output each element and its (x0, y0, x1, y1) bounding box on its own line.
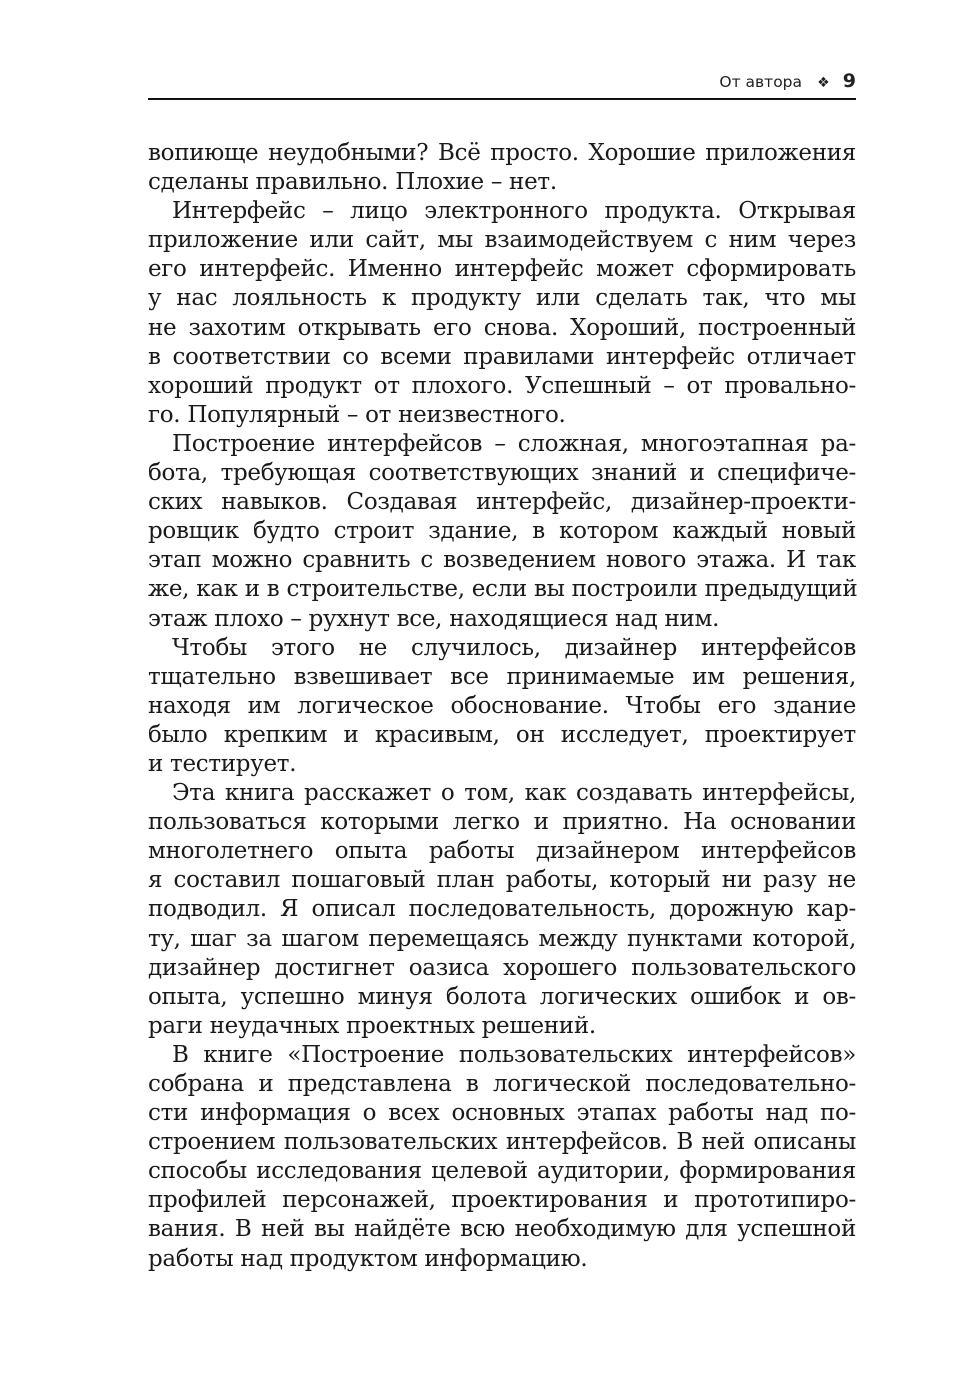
text-line: не захотим открывать его снова. Хороший, построенный (148, 314, 856, 341)
text-line: профилей персонажей, проектирования и прототипиро- (148, 1187, 856, 1214)
text-line: хороший продукт от плохого. Успешный – от провально- (148, 372, 856, 399)
text-line: Интерфейс – лицо электронного продукта. Открывая (172, 198, 856, 225)
text-line: Эта книга расскажет о том, как создавать интерфейсы, (172, 780, 856, 807)
text-line: тщательно взвешивает все принимаемые им решения, (148, 663, 856, 690)
text-line: сделаны правильно. Плохие – нет. (148, 169, 557, 196)
header-rule (148, 98, 856, 100)
paragraph (148, 779, 856, 1041)
text-line: этаж плохо – рухнут все, находящиеся над ним. (148, 605, 720, 632)
text-line: вания. В ней вы найдёте всю необходимую для успешной (148, 1216, 856, 1243)
text-line: собрана и представлена в логической последовательно- (148, 1071, 856, 1097)
text-line: у нас лояльность к продукту или сделать так, что мы (148, 285, 856, 312)
text-line: сти информация о всех основных этапах работы над по- (148, 1100, 856, 1127)
text-line: ровщик будто строит здание, в котором каждый новый (148, 518, 856, 545)
paragraph (148, 1041, 856, 1274)
text-line: в соответствии со всеми правилами интерфейс отличает (148, 343, 856, 370)
text-line: способы исследования целевой аудитории, формирования (148, 1158, 856, 1185)
text-line: вопиюще неудобными? Всё просто. Хорошие приложения (148, 140, 856, 166)
paragraph (148, 430, 856, 634)
text-line: Построение интерфейсов – сложная, многоэтапная ра- (172, 430, 856, 457)
text-line: го. Популярный – от неизвестного. (148, 401, 566, 428)
running-header (148, 70, 856, 98)
text-line: бота, требующая соответствующих знаний и специфиче- (148, 460, 856, 487)
text-line: было крепким и красивым, он исследует, проектирует (148, 721, 856, 748)
text-line: же, как и в строительстве, если вы построили предыдущий (148, 576, 858, 603)
text-line: его интерфейс. Именно интерфейс может сформировать (148, 256, 856, 283)
text-line: дизайнер достигнет оазиса хорошего пользовательского (148, 954, 856, 981)
paragraph (148, 139, 856, 197)
text-line: ту, шаг за шагом перемещаясь между пунктами которой, (148, 925, 856, 952)
text-line: приложение или сайт, мы взаимодействуем с ним через (148, 227, 856, 254)
section-title: От автора (719, 73, 803, 91)
text-line: Чтобы этого не случилось, дизайнер интерфейсов (172, 634, 856, 661)
text-line: я составил пошаговый план работы, который ни разу не (148, 867, 856, 894)
ornament-icon: ❖ (817, 75, 830, 91)
page-number: 9 (842, 70, 856, 92)
paragraph (148, 197, 856, 430)
text-line: пользоваться которыми легко и приятно. На основании (148, 809, 856, 836)
text-line: раги неудачных проектных решений. (148, 1012, 596, 1039)
paragraph (148, 634, 856, 779)
text-line: ских навыков. Создавая интерфейс, дизайнер-проекти- (148, 489, 856, 516)
text-line: подводил. Я описал последовательность, дорожную кар- (148, 896, 856, 923)
page-body (148, 139, 856, 1274)
text-line: находя им логическое обоснование. Чтобы его здание (148, 692, 856, 719)
text-line: многолетнего опыта работы дизайнером интерфейсов (148, 838, 856, 865)
text-line: опыта, успешно минуя болота логических ошибок и ов- (148, 983, 856, 1010)
text-line: этап можно сравнить с возведением нового этажа. И так (148, 547, 856, 574)
text-line: В книге «Построение пользовательских интерфейсов» (172, 1041, 856, 1068)
text-line: строением пользовательских интерфейсов. В ней описаны (148, 1129, 856, 1156)
text-line: работы над продуктом информацию. (148, 1245, 588, 1272)
text-line: и тестирует. (148, 750, 297, 777)
